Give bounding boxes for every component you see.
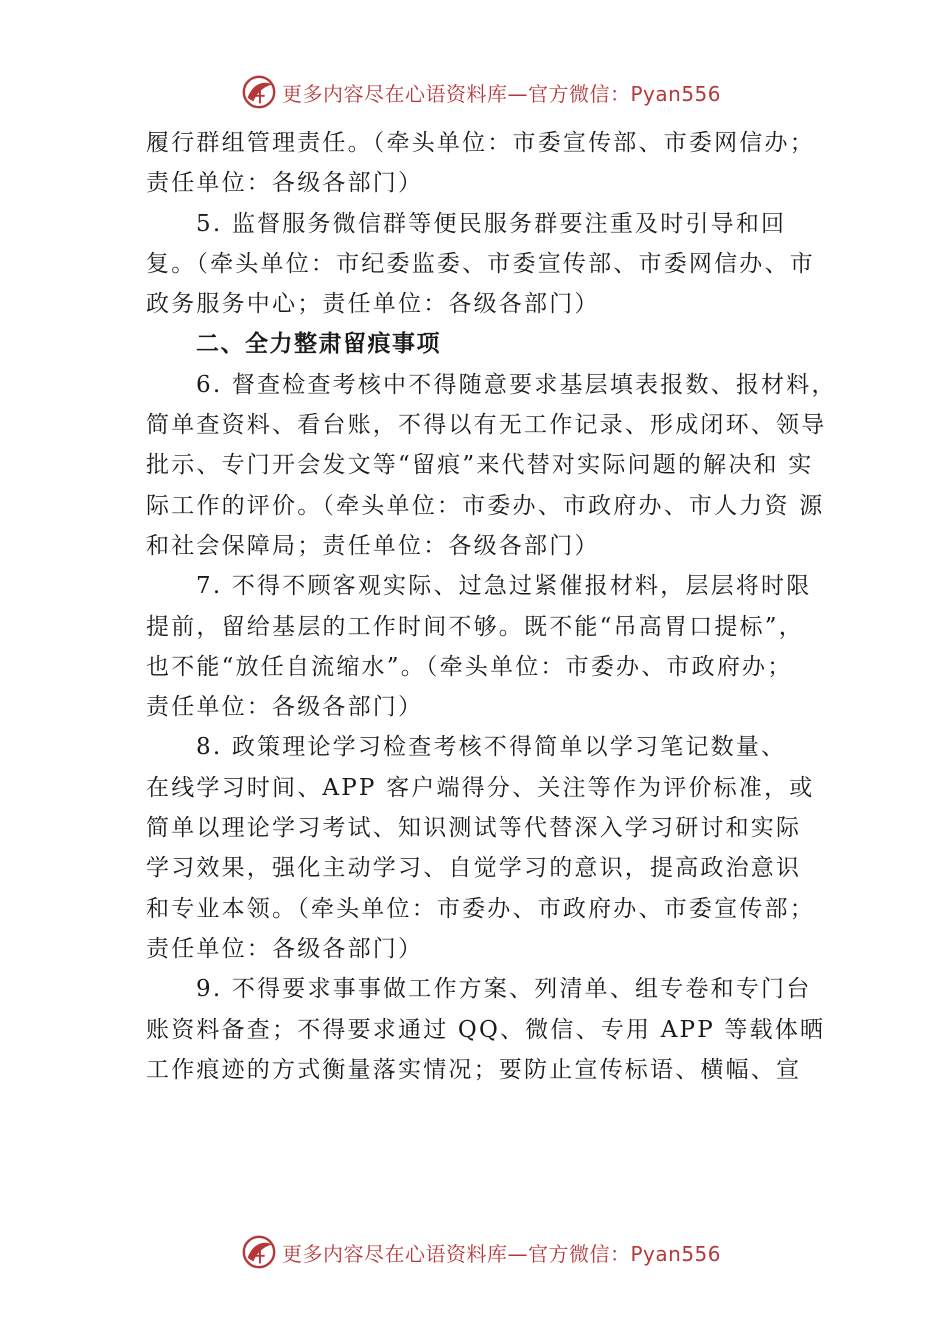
text-line: 简单以理论学习考试、知识测试等代替深入学习研讨和实际	[146, 815, 802, 842]
item-6-line: 6. 督查检查考核中不得随意要求基层填表报数、报材料，	[196, 371, 837, 398]
brand-logo-icon	[240, 73, 278, 111]
text-line: 复。（牵头单位：市纪委监委、市委宣传部、市委网信办、市	[146, 250, 815, 277]
text-line: 工作痕迹的方式衡量落实情况；要防止宣传标语、横幅、宣	[146, 1056, 802, 1083]
text-line: 责任单位：各级各部门）	[146, 170, 424, 197]
text-line: 简单查资料、看台账，不得以有无工作记录、形成闭环、领导	[146, 412, 827, 439]
text-line: 责任单位：各级各部门）	[146, 694, 424, 721]
text-line: 学习效果，强化主动学习、自觉学习的意识，提高政治意识	[146, 855, 802, 882]
item-9-line: 9. 不得要求事事做工作方案、列清单、组专卷和专门台	[196, 976, 812, 1003]
brand-logo-icon	[240, 1233, 278, 1271]
text-line: 账资料备查；不得要求通过 QQ、微信、专用 APP 等载体晒	[146, 1016, 826, 1043]
text-line: 和社会保障局；责任单位：各级各部门）	[146, 532, 600, 559]
text-line: 提前，留给基层的工作时间不够。既不能“吊高胃口提标”，	[146, 613, 804, 640]
watermark-text: 更多内容尽在心语资料库—官方微信：Pyan556	[282, 1241, 722, 1266]
item-8-line: 8. 政策理论学习检查考核不得简单以学习笔记数量、	[196, 734, 787, 761]
item-5-line: 5. 监督服务微信群等便民服务群要注重及时引导和回	[196, 210, 787, 237]
item-7-line: 7. 不得不顾客观实际、过急过紧催报材料，层层将时限	[196, 573, 812, 600]
text-line: 在线学习时间、APP 客户端得分、关注等作为评价标准，或	[146, 774, 815, 801]
header-watermark	[240, 72, 721, 112]
text-line: 批示、专门开会发文等“留痕”来代替对实际问题的解决和 实	[146, 452, 814, 479]
footer-watermark	[240, 1232, 721, 1272]
document-body	[146, 123, 836, 1090]
text-line: 和专业本领。（牵头单位：市委办、市政府办、市委宣传部；	[146, 895, 815, 922]
watermark-text: 更多内容尽在心语资料库—官方微信：Pyan556	[282, 81, 722, 106]
text-line: 际工作的评价。（牵头单位：市委办、市政府办、市人力资 源	[146, 492, 825, 519]
text-line: 履行群组管理责任。（牵头单位：市委宣传部、市委网信办；	[146, 130, 815, 156]
text-line: 责任单位：各级各部门）	[146, 935, 424, 962]
section-heading: 二、全力整肃留痕事项	[196, 331, 441, 358]
text-line: 也不能“放任自流缩水”。（牵头单位：市委办、市政府办；	[146, 653, 793, 680]
text-line: 政务服务中心；责任单位：各级各部门）	[146, 291, 600, 318]
